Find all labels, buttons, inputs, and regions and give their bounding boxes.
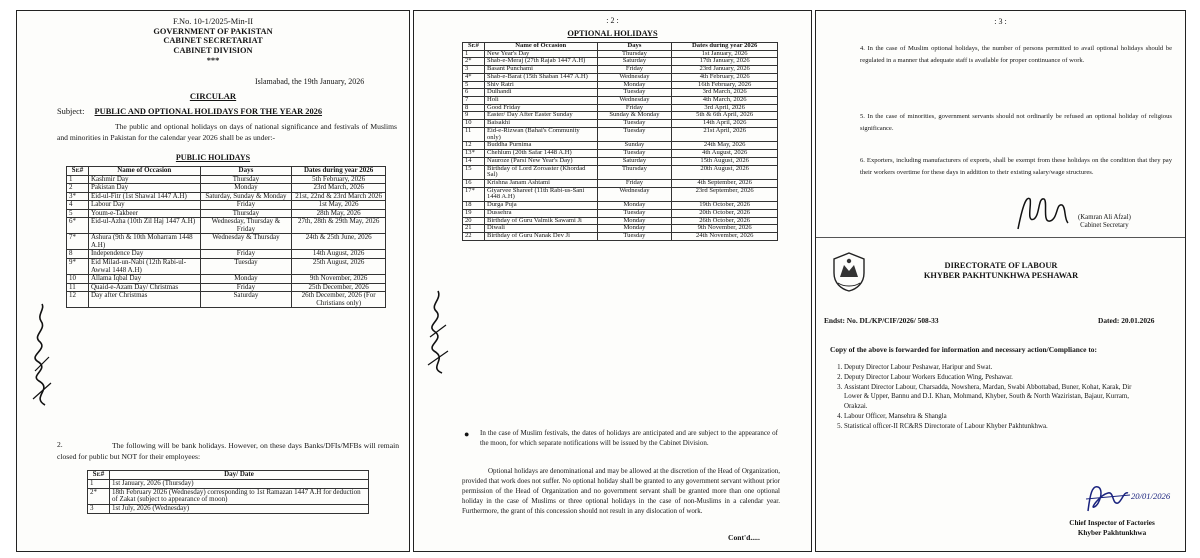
table-cell: 24th November, 2026 (672, 232, 778, 240)
directorate-header (876, 261, 1126, 280)
handwritten-date: 20/01/2026 (1131, 491, 1171, 501)
table-row (463, 127, 778, 141)
table-cell: 2 (67, 184, 89, 193)
table-cell: Thursday (597, 165, 672, 179)
table-cell: Thursday (597, 50, 672, 58)
column-header: Name of Occasion (88, 167, 200, 176)
table-cell: 24th May, 2026 (672, 142, 778, 150)
table-cell: Monday (200, 275, 292, 284)
table-cell: 24th & 25th June, 2026 (292, 234, 386, 250)
table-row (88, 505, 369, 514)
kp-emblem-icon (830, 251, 868, 293)
recipient-item: 3. Assistant Director Labour, Charsadda, Nowshera, Mardan, Swabi Abbottabad, Buner, Kohat, Karak, Dir Lower & Upper, Bannu and D.I. Khan, Mohmand, Khyber, South & North Waziristan, Bajaur, Kurram, Orakzai. (844, 383, 1144, 412)
table-row (67, 184, 386, 193)
table-row (463, 73, 778, 81)
chief-inspector-block (1042, 519, 1182, 538)
table-cell: Dussehra (484, 209, 597, 217)
table-cell: Tuesday (597, 209, 672, 217)
table-cell: Wednesday (597, 97, 672, 105)
table-row (67, 234, 386, 250)
table-cell: 9* (67, 259, 89, 275)
table-cell: Nauroze (Parsi New Year's Day) (484, 157, 597, 165)
table-cell: 13* (463, 150, 485, 158)
table-cell: 12 (463, 142, 485, 150)
para6-text: 6. Exporters, including manufacturers of exports, shall be exempt from these holidays on the condition that they pay their workers overtime for these days in addition to their existing salary/wage structures. (860, 157, 1172, 177)
table-cell: 21 (463, 225, 485, 233)
table-cell: Wednesday (597, 73, 672, 81)
table-cell: 25th August, 2026 (292, 259, 386, 275)
table-row (67, 259, 386, 275)
table-cell: 21st April, 2026 (672, 127, 778, 141)
table-row (463, 187, 778, 201)
para5-text: 5. In the case of minorities, government servants should not ordinarily be refused an optional holiday of religious significance. (860, 113, 1172, 133)
file-number: F.No. 10-1/2025-Min-II (172, 17, 254, 26)
table-cell: Youm-e-Takbeer (88, 209, 200, 218)
table-cell: 4* (463, 73, 485, 81)
table-cell: 11 (463, 127, 485, 141)
table-cell: 4th September, 2026 (672, 179, 778, 187)
table-cell: 1st May, 2026 (292, 201, 386, 210)
recipient-list (830, 363, 1144, 432)
table-cell: 19 (463, 209, 485, 217)
table-cell: Ashura (9th & 10th Moharram 1448 A.H) (88, 234, 200, 250)
table-cell: 15 (463, 165, 485, 179)
circular-page-1 (16, 10, 410, 552)
table-cell: 20th October, 2026 (672, 209, 778, 217)
table-cell: Monday (597, 217, 672, 225)
table-cell: 3* (67, 192, 89, 201)
recipient-item: 2. Deputy Director Labour Workers Education Wing, Peshawar. (844, 373, 1144, 383)
table-cell: 1st July, 2026 (Wednesday) (109, 505, 368, 514)
table-cell: 23rd September, 2026 (672, 187, 778, 201)
table-cell: Chehlum (20th Safar 1448 A.H) (484, 150, 597, 158)
column-header: Sr.# (67, 167, 89, 176)
subject-label: Subject: (57, 107, 85, 116)
table-cell: Baisakhi (484, 120, 597, 128)
table-row (88, 479, 369, 488)
table-cell: 5 (67, 209, 89, 218)
table-cell: 1 (463, 50, 485, 58)
column-header: Dates during year 2026 (292, 167, 386, 176)
table-cell: 8 (463, 104, 485, 112)
table-row (463, 157, 778, 165)
table-cell: 20th August, 2026 (672, 165, 778, 179)
table-cell: Day after Christmas (88, 292, 200, 308)
table-cell: 9 (463, 112, 485, 120)
table-cell: 22 (463, 232, 485, 240)
table-cell: Eid Milad-un-Nabi (12th Rabi-ul- Awwal 1448 A.H) (88, 259, 200, 275)
table-cell: Labour Day (88, 201, 200, 210)
government-name: GOVERNMENT OF PAKISTAN (153, 26, 273, 36)
secretariat-name: CABINET SECRETARIAT (163, 36, 263, 46)
table-cell: 5th February, 2026 (292, 175, 386, 184)
signatory-name: (Kamran Ali Afzal) (1078, 214, 1131, 221)
table-cell: 3rd April, 2026 (672, 104, 778, 112)
table-cell: Birthday of Guru Nanak Dev Ji (484, 232, 597, 240)
table-cell: 18 (463, 202, 485, 210)
table-cell: 14th August, 2026 (292, 250, 386, 259)
page-number: : 3 : (994, 17, 1007, 26)
intro-paragraph: The public and optional holidays on days of national significance and festivals of Muslims and minorities in Pakistan for the calendar year 2026 shall be as under:- (57, 122, 397, 142)
para2-text: The following will be bank holidays. However, on these days Banks/DFIs/MFBs will remain closed for public but NOT for their employees: (57, 441, 399, 461)
table-cell: Friday (597, 66, 672, 74)
table-cell: 11 (67, 283, 89, 292)
table-cell: 19th October, 2026 (672, 202, 778, 210)
table-cell: Easter/ Day After Easter Sunday (484, 112, 597, 120)
table-cell: Shiv Ratri (484, 81, 597, 89)
table-cell: Independence Day (88, 250, 200, 259)
continued-mark: Cont'd..... (728, 533, 760, 542)
table-cell: 8 (67, 250, 89, 259)
table-header-row (88, 471, 369, 480)
table-cell: Giyarvee Shareef (11th Rabi-us-Sani 1448 A.H) (484, 187, 597, 201)
table-cell: 1st January, 2026 (672, 50, 778, 58)
table-cell: 20 (463, 217, 485, 225)
public-holidays-table (66, 166, 386, 308)
table-cell: 17* (463, 187, 485, 201)
table-cell: Monday (597, 225, 672, 233)
column-header: Name of Occasion (484, 43, 597, 51)
table-cell: Tuesday (200, 259, 292, 275)
table-cell: 2* (88, 488, 110, 505)
table-cell: Saturday (597, 157, 672, 165)
forward-line: Copy of the above is forwarded for information and necessary action/Compliance to: (830, 345, 1097, 354)
signature-mark (27, 301, 57, 411)
table-cell: 1st January, 2026 (Thursday) (109, 479, 368, 488)
table-cell: Friday (200, 283, 292, 292)
table-cell: 26th October, 2026 (672, 217, 778, 225)
directorate-province: KHYBER PAKHTUNKHWA PESHAWAR (923, 270, 1079, 280)
column-header: Day/ Date (109, 471, 368, 480)
table-cell: Eid-ul-Azha (10th Zil Haj 1447 A.H) (88, 218, 200, 234)
circular-page-3 (815, 10, 1186, 552)
table-cell: 4 (67, 201, 89, 210)
table-cell: 28th May, 2026 (292, 209, 386, 218)
table-row (463, 209, 778, 217)
letterhead (17, 17, 409, 65)
table-cell: Birthday of Guru Valmik Sawami Ji (484, 217, 597, 225)
para3-text: Optional holidays are denominational and may be allowed at the discretion of the Head of Organization, provided that work does not suffer. No optional holiday shall be granted to any government servant without prior permission of the Head of Organization and no government servant shall be granted more than one optional holiday in the case of Muslims or three optional holidays in the case of non-Muslims in a calendar year. Furthermore, the grant of this concession should not result in any dislocation of work. (462, 467, 780, 515)
table-cell: Tuesday (597, 150, 672, 158)
table-cell: Tuesday (597, 120, 672, 128)
endorsement-divider (816, 237, 1185, 238)
table-cell: 9th November, 2026 (292, 275, 386, 284)
table-cell: Wednesday (597, 187, 672, 201)
table-cell: 5th & 6th April, 2026 (672, 112, 778, 120)
chief-inspector-province: Khyber Pakhtunkhwa (1077, 528, 1147, 537)
table-cell: 27th, 28th & 29th May, 2026 (292, 218, 386, 234)
table-row (67, 275, 386, 284)
bank-holidays-table (87, 470, 369, 514)
table-cell: 25th December, 2026 (292, 283, 386, 292)
public-holidays-heading: PUBLIC HOLIDAYS (175, 153, 251, 162)
subject-line (57, 107, 322, 116)
directorate-name: DIRECTORATE OF LABOUR (944, 261, 1058, 270)
table-row (67, 218, 386, 234)
table-cell: Friday (200, 201, 292, 210)
table-row (67, 201, 386, 210)
circular-page-2 (413, 10, 812, 552)
table-cell: 6* (67, 218, 89, 234)
table-cell: 15th August, 2026 (672, 157, 778, 165)
table-cell: Eid-ul-Fitr (1st Shawal 1447 A.H) (88, 192, 200, 201)
column-header: Dates during year 2026 (672, 43, 778, 51)
table-cell: Buddha Purnima (484, 142, 597, 150)
table-cell: Birthday of Lord Zoroaster (Khordad Sal) (484, 165, 597, 179)
table-cell: Quaid-e-Azam Day/ Christmas (88, 283, 200, 292)
table-cell: Tuesday (597, 232, 672, 240)
table-cell: Saturday (597, 58, 672, 66)
table-cell: Krishna Janam Ashtami (484, 179, 597, 187)
optional-holidays-heading: OPTIONAL HOLIDAYS (567, 29, 658, 38)
table-cell: Eid-e-Rizwan (Bahai's Community only) (484, 127, 597, 141)
table-cell: Friday (200, 250, 292, 259)
table-cell: Thursday (200, 209, 292, 218)
table-cell: Monday (200, 184, 292, 193)
page-number: : 2 : (606, 16, 619, 25)
division-name: CABINET DIVISION (173, 45, 253, 55)
table-cell: 7* (67, 234, 89, 250)
table-cell: Tuesday (597, 89, 672, 97)
table-cell: Kashmir Day (88, 175, 200, 184)
table-cell: Dulhandi (484, 89, 597, 97)
endorsement-date: Dated: 20.01.2026 (1098, 316, 1155, 325)
table-cell: 10 (67, 275, 89, 284)
column-header: Sr.# (463, 43, 485, 51)
chief-inspector-title: Chief Inspector of Factories (1069, 519, 1155, 527)
table-cell: 5 (463, 81, 485, 89)
para4-text: 4. In the case of Muslim optional holidays, the number of persons permitted to avail optional holidays should be regulated in a manner that adequate staff is available for proper continuance of work. (860, 45, 1172, 65)
table-row (67, 292, 386, 308)
table-header-row (67, 167, 386, 176)
moon-note: In the case of Muslim festivals, the dates of holidays are anticipated and are subject to the appearance of the moon, for which separate notifications will be issued by the Cabinet Division. (480, 429, 778, 447)
table-cell: 4th August, 2026 (672, 150, 778, 158)
table-cell: 2* (463, 58, 485, 66)
signature-mark (422, 287, 454, 377)
table-cell: Good Friday (484, 104, 597, 112)
table-cell: Pakistan Day (88, 184, 200, 193)
table-cell: 6 (463, 89, 485, 97)
table-row (463, 179, 778, 187)
table-row (463, 165, 778, 179)
column-header: Days (200, 167, 292, 176)
table-cell: Friday (597, 179, 672, 187)
signatory-title: Cabinet Secretary (1080, 222, 1129, 230)
table-cell: Monday (597, 81, 672, 89)
table-cell: 3 (463, 66, 485, 74)
chief-inspector-signature (1082, 481, 1134, 515)
table-cell: Wednesday, Thursday & Friday (200, 218, 292, 234)
table-cell: 14th April, 2026 (672, 120, 778, 128)
table-cell: 23rd March, 2026 (292, 184, 386, 193)
table-cell: 7 (463, 97, 485, 105)
table-row (463, 232, 778, 240)
table-cell: 14 (463, 157, 485, 165)
table-cell: Wednesday & Thursday (200, 234, 292, 250)
table-cell: 26th December, 2026 (For Christians only) (292, 292, 386, 308)
recipient-item: 4. Labour Officer, Mansehra & Shangla (844, 412, 1144, 422)
table-cell: 23rd January, 2026 (672, 66, 778, 74)
note-bullet: ● (464, 429, 470, 439)
table-cell: Monday (597, 202, 672, 210)
stars: *** (206, 55, 220, 65)
table-cell: 3rd March, 2026 (672, 89, 778, 97)
recipient-item: 1. Deputy Director Labour Peshawar, Haripur and Swat. (844, 363, 1144, 373)
table-cell: Durga Puja (484, 202, 597, 210)
endorsement-number: Endst: No. DL/KP/CIF/2026/ 508-33 (824, 316, 939, 325)
table-cell: 21st, 22nd & 23rd March 2026 (292, 192, 386, 201)
table-cell: Shab-e-Meraj (27th Rajab 1447 A.H) (484, 58, 597, 66)
cabinet-secretary-signature (1012, 189, 1072, 233)
table-cell: 18th February 2026 (Wednesday) corresponding to 1st Ramazan 1447 A.H for deduction of Zakat (subject to appearance of moon) (109, 488, 368, 505)
table-cell: 16 (463, 179, 485, 187)
table-cell: 17th January, 2026 (672, 58, 778, 66)
table-cell: 3 (88, 505, 110, 514)
table-cell: 4th February, 2026 (672, 73, 778, 81)
table-cell: Friday (597, 104, 672, 112)
table-cell: Thursday (200, 175, 292, 184)
issue-date: Islamabad, the 19th January, 2026 (255, 77, 365, 86)
table-cell: Tuesday (597, 127, 672, 141)
table-cell: 1 (67, 175, 89, 184)
table-cell: 16th February, 2026 (672, 81, 778, 89)
table-cell: 9th November, 2026 (672, 225, 778, 233)
column-header: Sr.# (88, 471, 110, 480)
table-cell: New Year's Day (484, 50, 597, 58)
signatory-block (1078, 214, 1131, 230)
table-cell: 12 (67, 292, 89, 308)
table-cell: Saturday, Sunday & Monday (200, 192, 292, 201)
table-cell: Allama Iqbal Day (88, 275, 200, 284)
optional-holidays-table (462, 42, 778, 241)
recipient-item: 5. Statistical officer-II RC&RS Directorate of Labour Khyber Pakhtunkhwa. (844, 422, 1144, 432)
table-cell: Diwali (484, 225, 597, 233)
table-cell: 1 (88, 479, 110, 488)
table-cell: Holi (484, 97, 597, 105)
table-cell: Shab-e-Barat (15th Shaban 1447 A.H) (484, 73, 597, 81)
table-row (88, 488, 369, 505)
para2-number: 2. (57, 440, 63, 449)
table-cell: Basant Punchami (484, 66, 597, 74)
table-cell: 10 (463, 120, 485, 128)
table-cell: Sunday & Monday (597, 112, 672, 120)
table-cell: 4th March, 2026 (672, 97, 778, 105)
subject-text: PUBLIC AND OPTIONAL HOLIDAYS FOR THE YEAR 2026 (94, 107, 323, 116)
column-header: Days (597, 43, 672, 51)
circular-title: CIRCULAR (189, 91, 237, 101)
table-cell: Sunday (597, 142, 672, 150)
table-cell: Saturday (200, 292, 292, 308)
